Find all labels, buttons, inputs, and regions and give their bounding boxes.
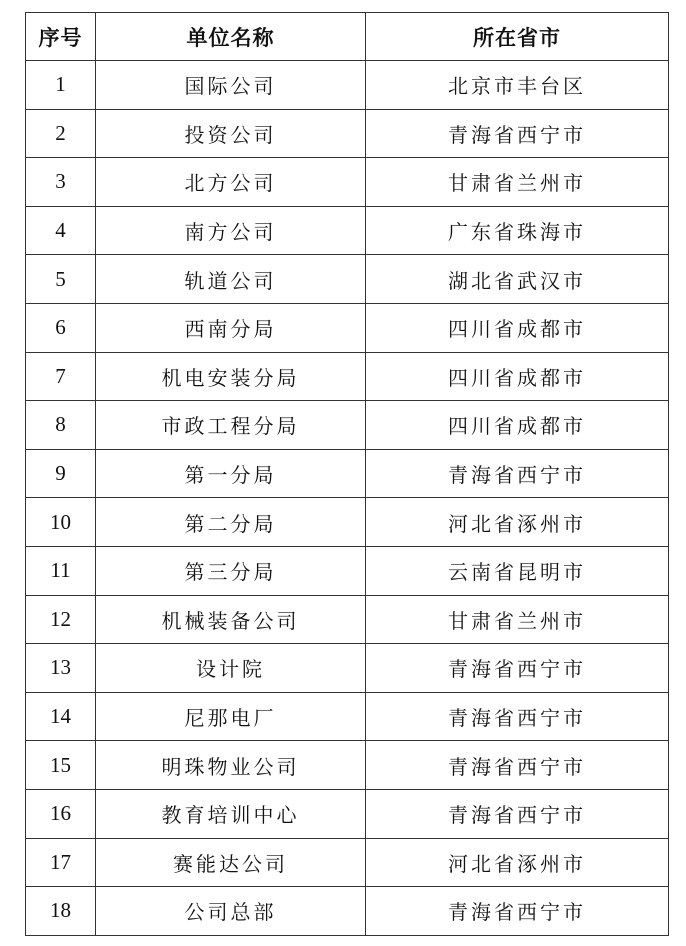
header-location: 所在省市 [366,13,669,61]
unit-name-cell: 尼那电厂 [96,692,366,741]
location-cell: 青海省西宁市 [366,449,669,498]
header-serial-number: 序号 [26,13,96,61]
unit-name-cell: 投资公司 [96,109,366,158]
unit-name-cell: 第二分局 [96,498,366,547]
table-body [26,61,669,936]
unit-name-cell: 赛能达公司 [96,838,366,887]
serial-number-cell: 8 [26,401,96,450]
table-row [26,61,669,110]
unit-name-cell: 南方公司 [96,206,366,255]
location-cell: 青海省西宁市 [366,741,669,790]
serial-number-cell: 4 [26,206,96,255]
serial-number-cell: 12 [26,595,96,644]
location-cell: 青海省西宁市 [366,692,669,741]
unit-name-cell: 国际公司 [96,61,366,110]
unit-name-cell: 市政工程分局 [96,401,366,450]
table-row [26,401,669,450]
unit-name-cell: 北方公司 [96,158,366,207]
serial-number-cell: 2 [26,109,96,158]
table-row [26,838,669,887]
unit-name-cell: 轨道公司 [96,255,366,304]
table-row [26,692,669,741]
serial-number-cell: 9 [26,449,96,498]
unit-name-cell: 西南分局 [96,303,366,352]
table-row [26,887,669,936]
location-cell: 四川省成都市 [366,352,669,401]
serial-number-cell: 7 [26,352,96,401]
unit-name-cell: 第三分局 [96,546,366,595]
unit-name-cell: 公司总部 [96,887,366,936]
location-cell: 甘肃省兰州市 [366,158,669,207]
location-cell: 青海省西宁市 [366,887,669,936]
table-row [26,158,669,207]
location-cell: 四川省成都市 [366,401,669,450]
table-row [26,595,669,644]
serial-number-cell: 11 [26,546,96,595]
location-cell: 云南省昆明市 [366,546,669,595]
table-row [26,789,669,838]
location-cell: 广东省珠海市 [366,206,669,255]
location-cell: 北京市丰台区 [366,61,669,110]
unit-name-cell: 机电安装分局 [96,352,366,401]
table-row [26,741,669,790]
location-cell: 青海省西宁市 [366,109,669,158]
table-row [26,255,669,304]
serial-number-cell: 6 [26,303,96,352]
table-row [26,303,669,352]
serial-number-cell: 16 [26,789,96,838]
serial-number-cell: 5 [26,255,96,304]
location-cell: 青海省西宁市 [366,789,669,838]
serial-number-cell: 3 [26,158,96,207]
serial-number-cell: 13 [26,644,96,693]
serial-number-cell: 1 [26,61,96,110]
units-table [25,12,669,936]
location-cell: 甘肃省兰州市 [366,595,669,644]
unit-name-cell: 教育培训中心 [96,789,366,838]
serial-number-cell: 15 [26,741,96,790]
serial-number-cell: 18 [26,887,96,936]
serial-number-cell: 17 [26,838,96,887]
location-cell: 青海省西宁市 [366,644,669,693]
table-row [26,206,669,255]
location-cell: 河北省涿州市 [366,838,669,887]
table-header-row [26,13,669,61]
serial-number-cell: 14 [26,692,96,741]
location-cell: 湖北省武汉市 [366,255,669,304]
table-row [26,449,669,498]
table-row [26,546,669,595]
unit-name-cell: 设计院 [96,644,366,693]
location-cell: 河北省涿州市 [366,498,669,547]
table-row [26,644,669,693]
location-cell: 四川省成都市 [366,303,669,352]
unit-name-cell: 明珠物业公司 [96,741,366,790]
header-unit-name: 单位名称 [96,13,366,61]
unit-name-cell: 机械装备公司 [96,595,366,644]
serial-number-cell: 10 [26,498,96,547]
unit-name-cell: 第一分局 [96,449,366,498]
table-row [26,498,669,547]
table-row [26,109,669,158]
table-row [26,352,669,401]
